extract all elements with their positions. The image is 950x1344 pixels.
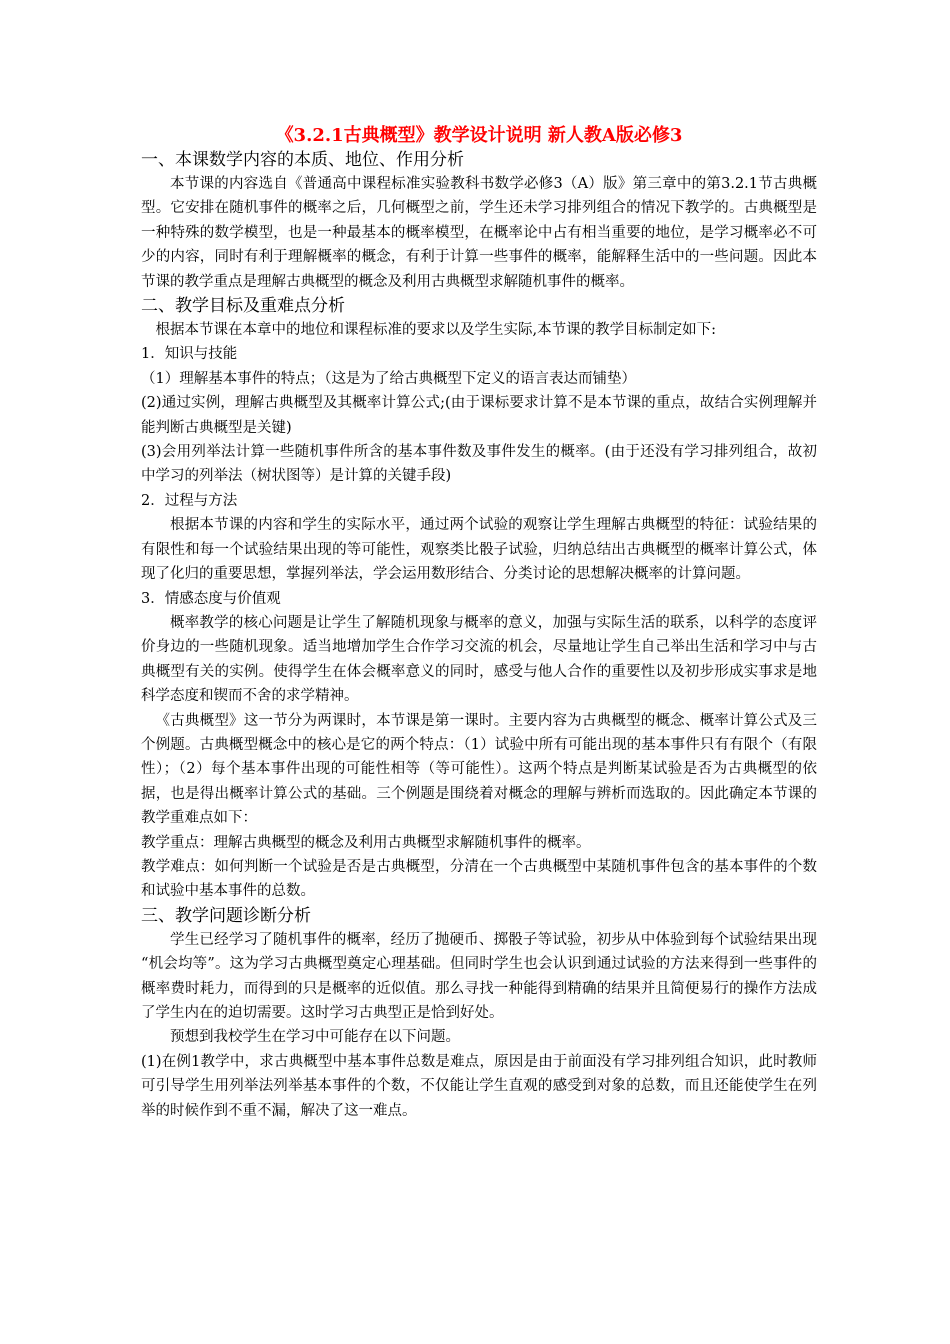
objective-item-2: (2)通过实例，理解古典概型及其概率计算公式;(由于课标要求计算不是本节课的重点，故结合实例理解并能判断古典概型是关键) [141, 395, 817, 436]
section-3-paragraph-3: (1)在例1教学中，求古典概型中基本事件总数是难点，原因是由于前面没有学习排列组合知识，此时教师可引导学生用列举法列举基本事件的个数，不仅能让学生直观的感受到对象的总数，而且还能使学生在列举的时候作到不重不漏，解决了这一难点。 [141, 1053, 817, 1119]
section-3-paragraph-1: 学生已经学习了随机事件的概率，经历了抛硬币、掷骰子等试验，初步从中体验到每个试验结果出现 “机会均等”。这为学习古典概型奠定心理基础。但同时学生也会认识到通过试验的方法来得到一些事件的概率费时耗力，而得到的只是概率的近似值。那么寻找一种能得到精确的结果并且简便易行的操作方法成了学生内在的迫切需要。这时学习古典型正是恰到好处。 [141, 931, 817, 1021]
lesson-structure-paragraph: 《古典概型》这一节分为两课时，本节课是第一课时。主要内容为古典概型的概念、概率计算公式及三个例题。古典概型概念中的核心是它的两个特点：（1）试验中所有可能出现的基本事件只有有限个（有限性）；（2）每个基本事件出现的可能性相等（等可能性）。这两个特点是判断某试验是否为古典概型的依据，也是得出概率计算公式的基础。三个例题是围绕着对概念的理解与辨析而选取的。因此确定本节课的教学重难点如下： [141, 712, 817, 827]
section-1-heading: 一、本课数学内容的本质、地位、作用分析 [141, 150, 464, 170]
section-3-paragraph-2: 预想到我校学生在学习中可能存在以下问题。 [170, 1029, 460, 1046]
teaching-key-point: 教学重点：理解古典概型的概念及利用古典概型求解随机事件的概率。 [141, 834, 591, 851]
section-3-heading: 三、教学问题诊断分析 [141, 905, 311, 926]
objective-item-3: (3)会用列举法计算一些随机事件所含的基本事件数及事件发生的概率。(由于还没有学习排列组合，故初中学习的列举法（树状图等）是计算的关键手段) [141, 444, 817, 485]
section-2-intro: 根据本节课在本章中的地位和课程标准的要求以及学生实际,本节课的教学目标制定如下: [155, 322, 716, 339]
section-1-paragraph: 本节课的内容选自《普通高中课程标准实验教科书数学必修3（A）版》第三章中的第3.2.1节古典概型。它安排在随机事件的概率之后，几何概型之前，学生还未学习排列组合的情况下教学的。古典概型是一种特殊的数学模型，也是一种最基本的概率模型，在概率论中占有相当重要的地位，是学习概率必不可少的内容，同时有利于理解概率的概念，有利于计算一些事件的概率，能解释生活中的一些问题。因此本节课的教学重点是理解古典概型的概念及利用古典概型求解随机事件的概率。 [141, 176, 817, 290]
document-page [141, 124, 817, 1123]
objective-item-1: （1）理解基本事件的特点；（这是为了给古典概型下定义的语言表达而铺垫） [141, 370, 636, 387]
process-method-paragraph: 根据本节课的内容和学生的实际水平，通过两个试验的观察让学生理解古典概型的特征：试验结果的有限性和每一个试验结果出现的等可能性，观察类比骰子试验，归纳总结出古典概型的概率计算公式，体现了化归的重要思想，掌握列举法，学会运用数形结合、分类讨论的思想解决概率的计算问题。 [141, 517, 817, 583]
subheading-process-method: 2．过程与方法 [141, 492, 238, 509]
attitude-values-paragraph: 概率教学的核心问题是让学生了解随机现象与概率的意义，加强与实际生活的联系，以科学的态度评价身边的一些随机现象。适当地增加学生合作学习交流的机会，尽量地让学生自己举出生活和学习中与古典概型有关的实例。使得学生在体会概率意义的同时，感受与他人合作的重要性以及初步形成实事求是地科学态度和锲而不舍的求学精神。 [141, 614, 817, 705]
section-2-heading: 二、教学目标及重难点分析 [141, 296, 345, 317]
document-title: 《3.2.1古典概型》教学设计说明 新人教A版必修3 [275, 125, 683, 146]
teaching-difficulty: 教学难点：如何判断一个试验是否是古典概型，分清在一个古典概型中某随机事件包含的基本事件的个数和试验中基本事件的总数。 [141, 858, 817, 900]
subheading-attitude-values: 3．情感态度与价值观 [141, 590, 281, 607]
subheading-knowledge-skills: 1．知识与技能 [141, 346, 238, 363]
